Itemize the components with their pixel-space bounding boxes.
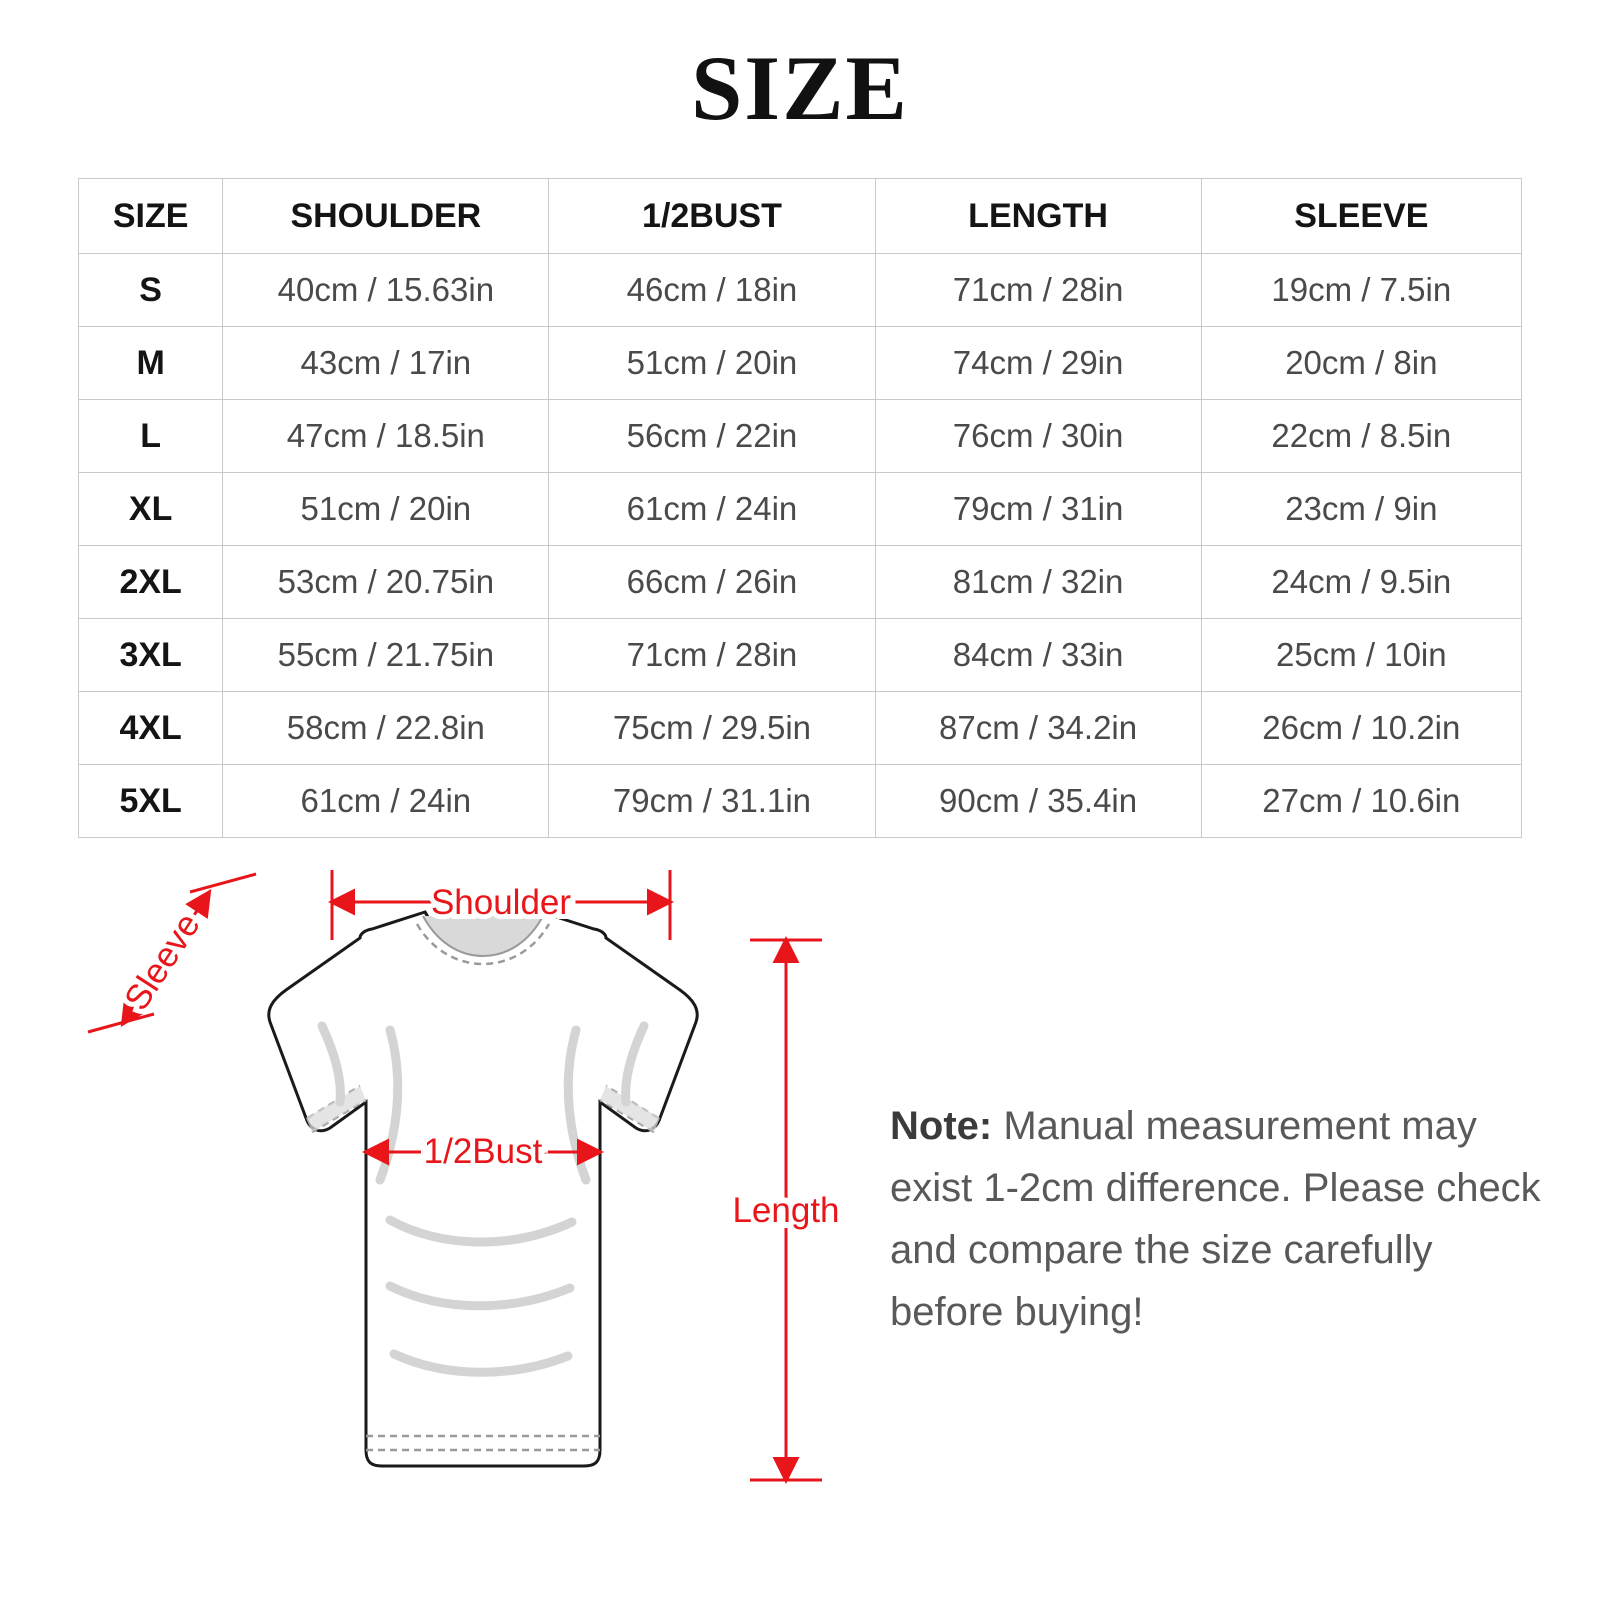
cell-shoulder: 61cm / 24in [223,765,549,838]
page-title: SIZE [691,37,909,139]
cell-shoulder: 55cm / 21.75in [223,619,549,692]
cell-sleeve: 22cm / 8.5in [1201,400,1521,473]
cell-bust: 66cm / 26in [549,546,875,619]
cell-bust: 51cm / 20in [549,327,875,400]
cell-shoulder: 51cm / 20in [223,473,549,546]
table-row [79,254,1522,327]
column-header-length: LENGTH [875,179,1201,254]
shoulder-label: Shoulder [430,883,572,922]
cell-length: 87cm / 34.2in [875,692,1201,765]
cell-length: 71cm / 28in [875,254,1201,327]
table-row [79,327,1522,400]
cell-size: M [79,327,223,400]
note-text: Manual measurement may exist 1-2cm difference. Please check and compare the size carefully before buying! [890,1104,1541,1334]
cell-bust: 56cm / 22in [549,400,875,473]
table-header-row [79,179,1522,254]
cell-sleeve: 20cm / 8in [1201,327,1521,400]
cell-size: S [79,254,223,327]
cell-sleeve: 25cm / 10in [1201,619,1521,692]
cell-shoulder: 47cm / 18.5in [223,400,549,473]
cell-length: 90cm / 35.4in [875,765,1201,838]
measurement-note [890,1095,1550,1343]
table-row [79,692,1522,765]
cell-bust: 61cm / 24in [549,473,875,546]
cell-size: 4XL [79,692,223,765]
cell-sleeve: 26cm / 10.2in [1201,692,1521,765]
table-row [79,619,1522,692]
cell-size: 3XL [79,619,223,692]
table-row [79,765,1522,838]
cell-size: XL [79,473,223,546]
cell-bust: 79cm / 31.1in [549,765,875,838]
sleeve-label: Sleeve [116,906,208,1018]
cell-bust: 71cm / 28in [549,619,875,692]
column-header-size: SIZE [79,179,223,254]
bust-label: 1/2Bust [423,1132,543,1171]
table-row [79,400,1522,473]
tshirt-measurement-diagram [60,850,860,1570]
cell-length: 79cm / 31in [875,473,1201,546]
cell-length: 81cm / 32in [875,546,1201,619]
tshirt-outline [269,912,697,1466]
cell-size: 2XL [79,546,223,619]
column-header-bust: 1/2BUST [549,179,875,254]
cell-size: L [79,400,223,473]
cell-shoulder: 58cm / 22.8in [223,692,549,765]
length-label: Length [732,1191,840,1230]
cell-bust: 75cm / 29.5in [549,692,875,765]
cell-shoulder: 40cm / 15.63in [223,254,549,327]
size-chart-table [78,178,1522,838]
table-row [79,473,1522,546]
cell-shoulder: 53cm / 20.75in [223,546,549,619]
cell-shoulder: 43cm / 17in [223,327,549,400]
cell-length: 84cm / 33in [875,619,1201,692]
cell-sleeve: 24cm / 9.5in [1201,546,1521,619]
table-row [79,546,1522,619]
cell-sleeve: 19cm / 7.5in [1201,254,1521,327]
note-label: Note: [890,1104,993,1148]
column-header-sleeve: SLEEVE [1201,179,1521,254]
cell-length: 74cm / 29in [875,327,1201,400]
column-header-shoulder: SHOULDER [223,179,549,254]
cell-size: 5XL [79,765,223,838]
cell-sleeve: 27cm / 10.6in [1201,765,1521,838]
cell-bust: 46cm / 18in [549,254,875,327]
size-chart-table-container [78,178,1522,838]
cell-length: 76cm / 30in [875,400,1201,473]
cell-sleeve: 23cm / 9in [1201,473,1521,546]
